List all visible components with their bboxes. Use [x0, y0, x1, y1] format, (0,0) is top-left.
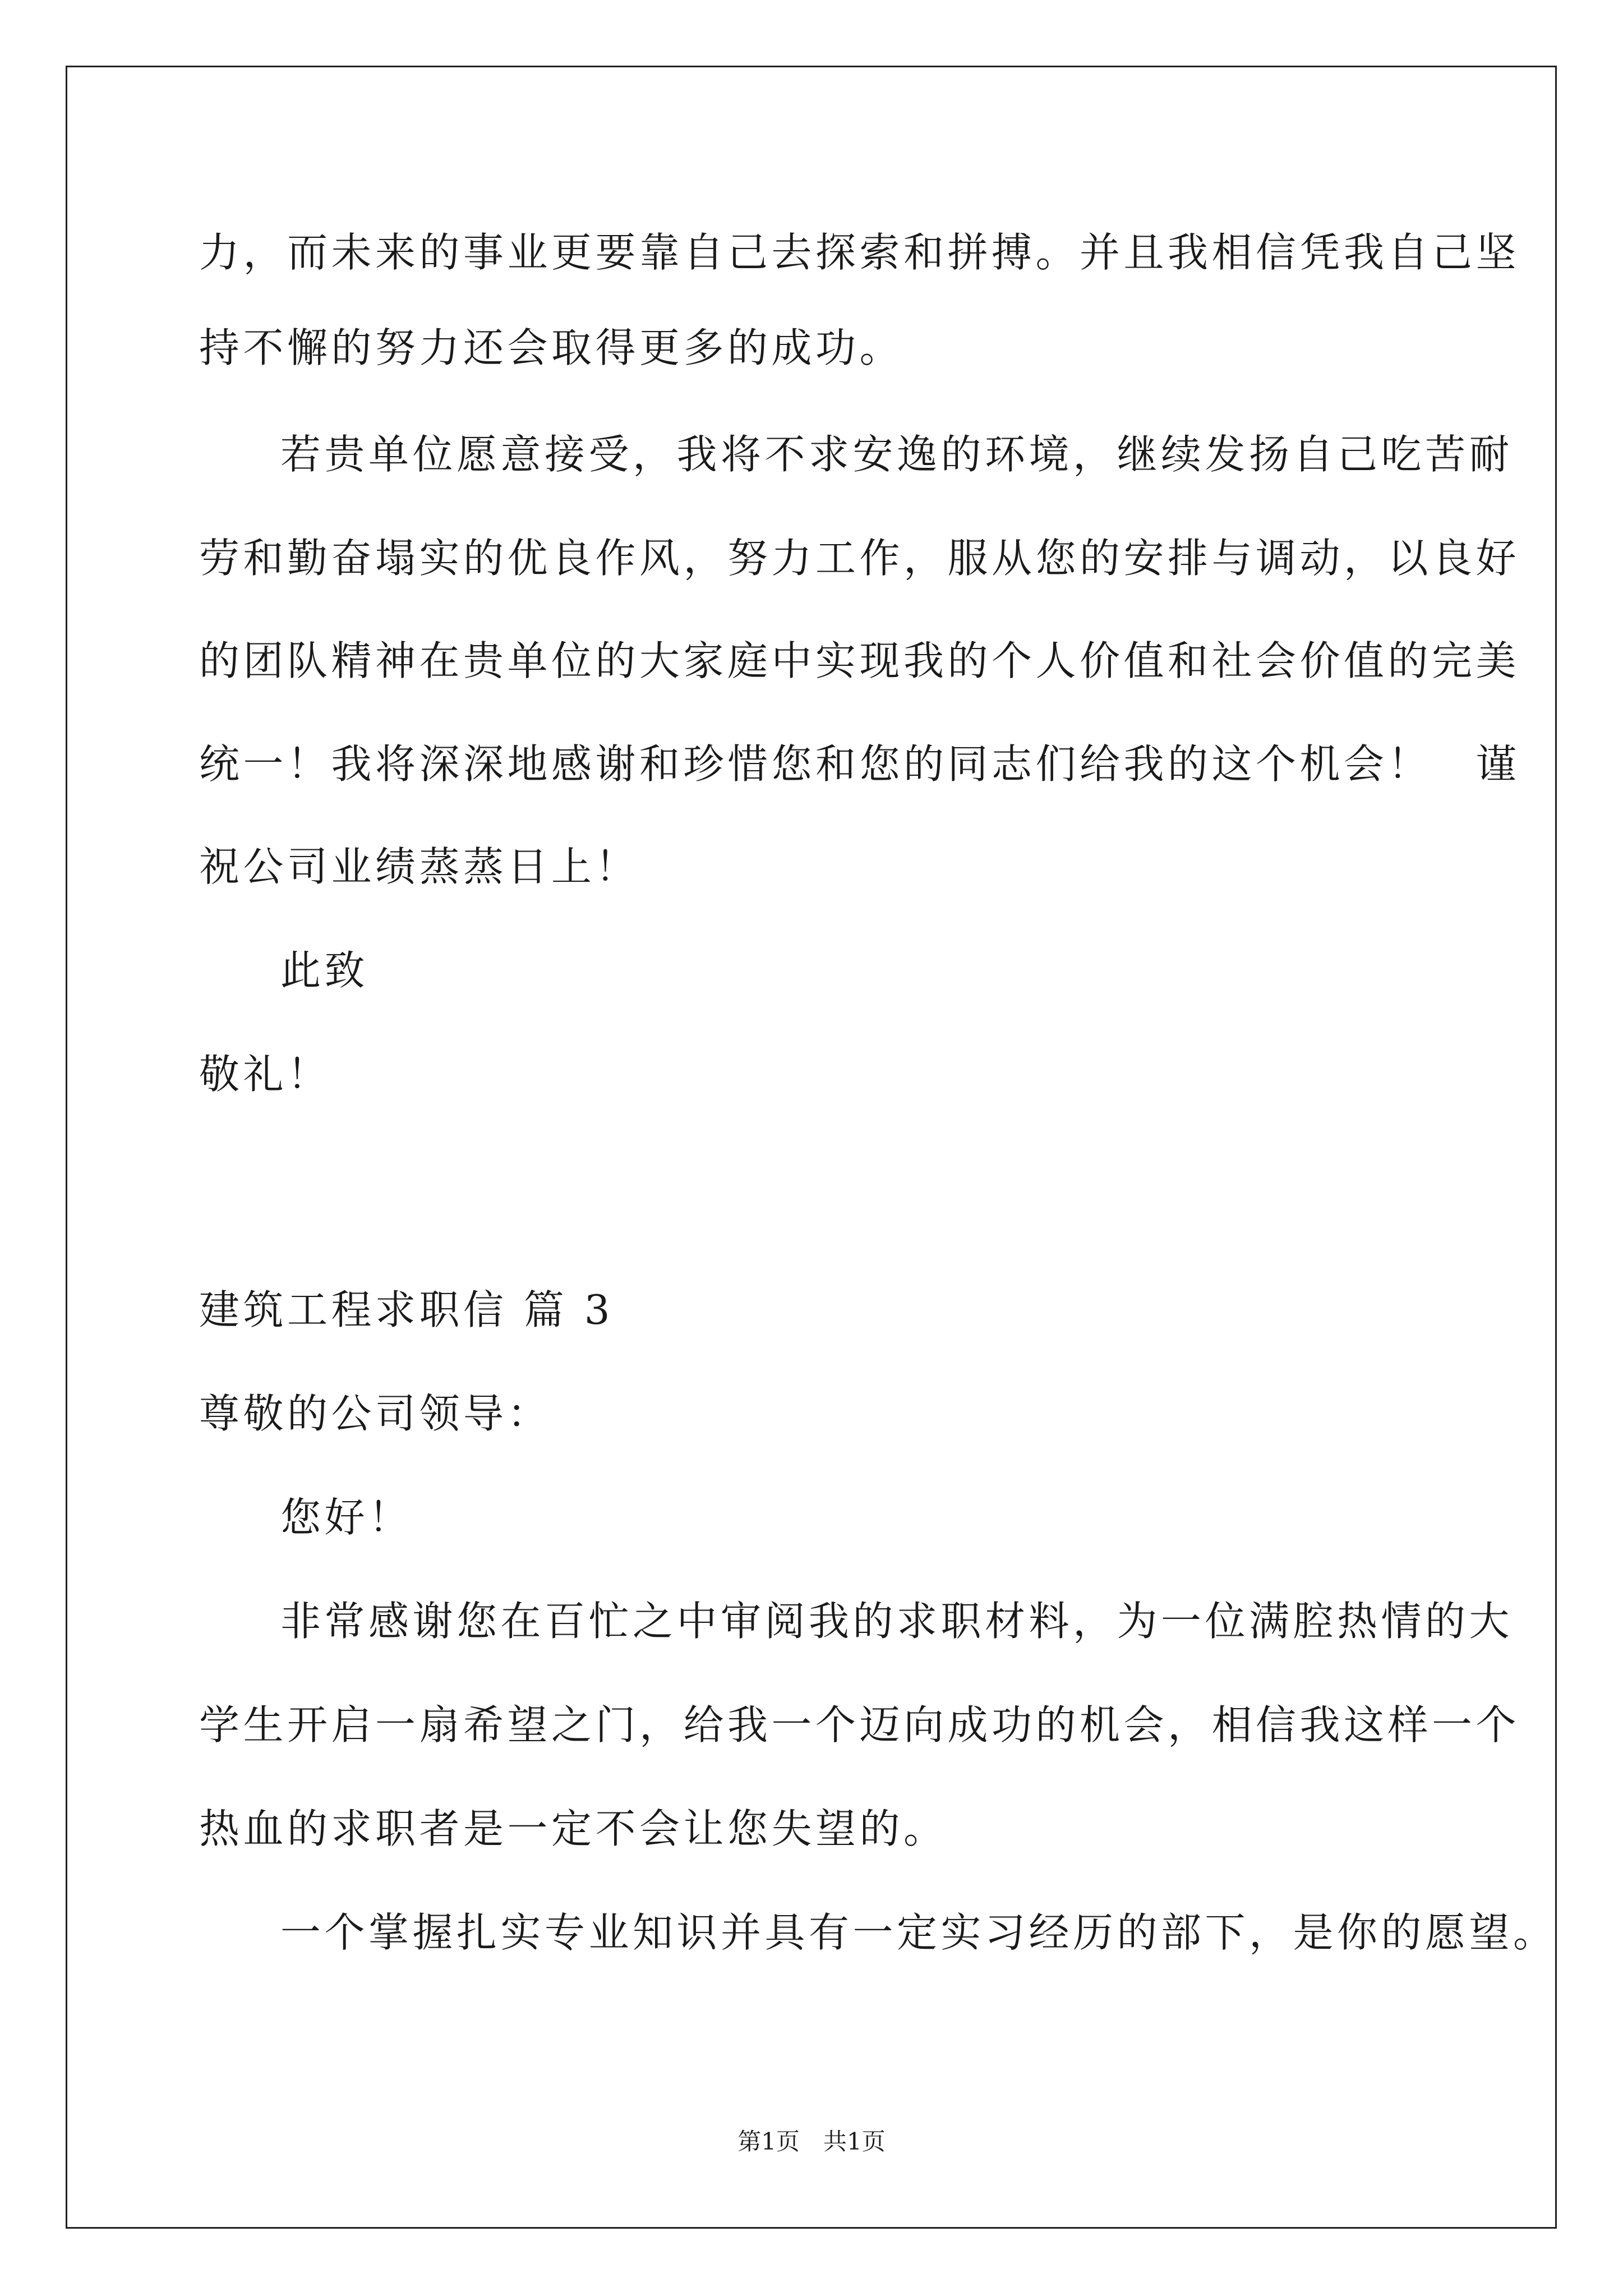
- greeting-hello: 您好！: [280, 1494, 413, 1541]
- body-line: 一个掌握扎实专业知识并具有一定实习经历的部下，是你的愿望。: [280, 1909, 1557, 1956]
- closing-salutation: 此致: [280, 947, 369, 994]
- closing-regards: 敬礼！: [199, 1051, 331, 1098]
- body-line: 祝公司业绩蒸蒸日上！: [199, 843, 640, 890]
- body-line: 持不懈的努力还会取得更多的成功。: [199, 324, 904, 371]
- greeting: 尊敬的公司领导：: [199, 1390, 552, 1437]
- body-line: 力，而未来的事业更要靠自己去探索和拼搏。并且我相信凭我自己坚: [199, 229, 1520, 276]
- body-line: 学生开启一扇希望之门，给我一个迈向成功的机会，相信我这样一个: [199, 1701, 1520, 1749]
- body-line: 若贵单位愿意接受，我将不求安逸的环境，继续发扬自己吃苦耐: [280, 431, 1514, 478]
- body-line: 非常感谢您在百忙之中审阅我的求职材料，为一位满腔热情的大: [280, 1598, 1514, 1645]
- body-line: 统一！我将深深地感谢和珍惜您和您的同志们给我的这个机会！ 谨: [199, 740, 1520, 788]
- body-line: 劳和勤奋塌实的优良作风，努力工作，服从您的安排与调动，以良好: [199, 535, 1520, 582]
- section-title: 建筑工程求职信 篇 3: [199, 1286, 614, 1333]
- page-number-footer: 第1页 共1页: [737, 2128, 886, 2155]
- body-line: 的团队精神在贵单位的大家庭中实现我的个人价值和社会价值的完美: [199, 637, 1520, 684]
- body-line: 热血的求职者是一定不会让您失望的。: [199, 1805, 948, 1852]
